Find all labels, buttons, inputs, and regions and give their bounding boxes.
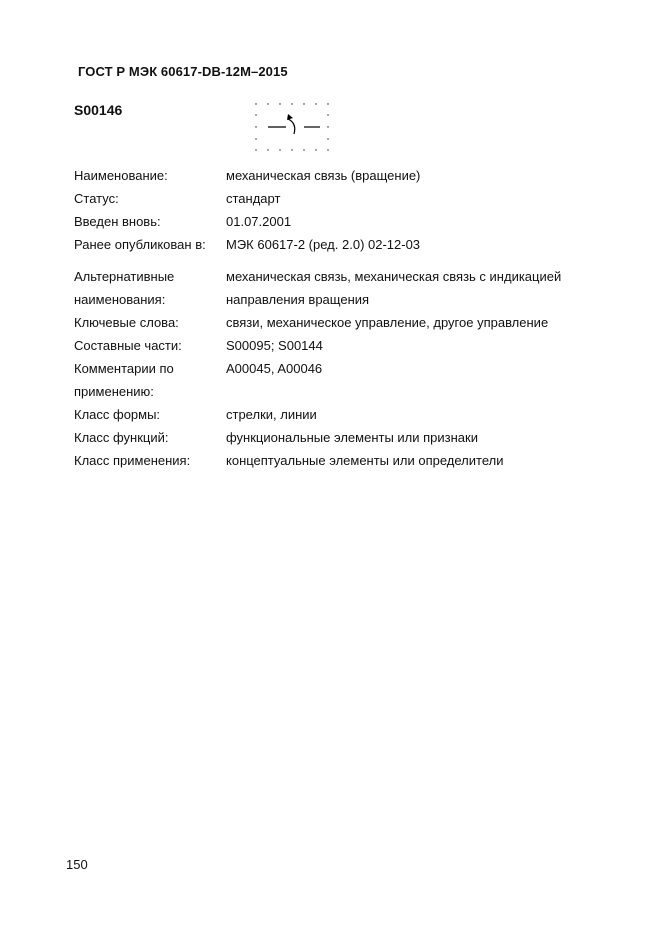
attribute-value: механическая связь, механическая связь с индикацией — [226, 269, 562, 284]
attribute-label: Класс применения: — [74, 453, 191, 468]
attribute-row — [74, 403, 594, 426]
attribute-row — [74, 233, 594, 256]
attribute-label: наименования: — [74, 292, 166, 307]
attribute-row — [74, 334, 594, 357]
attribute-row — [74, 426, 594, 449]
attribute-row — [74, 164, 594, 187]
attribute-value: стрелки, линии — [226, 407, 317, 422]
attribute-value: стандарт — [226, 191, 281, 206]
attribute-value: направления вращения — [226, 292, 370, 307]
attribute-row — [74, 265, 594, 288]
attribute-row — [74, 187, 594, 210]
attribute-label: Альтернативные — [74, 269, 175, 284]
mechanical-link-symbol-icon — [250, 98, 336, 156]
symbol-code: S00146 — [74, 102, 123, 118]
attribute-value: S00095; S00144 — [226, 338, 323, 353]
attribute-label: Статус: — [74, 191, 119, 206]
attribute-label: Ключевые слова: — [74, 315, 179, 330]
attribute-label: Введен вновь: — [74, 214, 161, 229]
attribute-label: применению: — [74, 384, 154, 399]
attribute-label: Ранее опубликован в: — [74, 237, 206, 252]
attribute-value: функциональные элементы или признаки — [226, 430, 478, 445]
attribute-table — [74, 164, 594, 472]
attribute-row — [74, 288, 594, 311]
page-number: 150 — [66, 857, 88, 872]
attribute-row — [74, 210, 594, 233]
attribute-value: механическая связь (вращение) — [226, 168, 421, 183]
attribute-value — [226, 380, 594, 403]
attribute-row — [74, 311, 594, 334]
attribute-value: A00045, A00046 — [226, 361, 323, 376]
attribute-label: Наименование: — [74, 168, 168, 183]
attribute-row — [74, 449, 594, 472]
attribute-label: Комментарии по — [74, 361, 174, 376]
attribute-row — [74, 357, 594, 380]
attribute-label: Класс формы: — [74, 407, 161, 422]
attribute-label: Составные части: — [74, 338, 182, 353]
attribute-value: 01.07.2001 — [226, 214, 292, 229]
attribute-value: связи, механическое управление, другое управление — [226, 315, 549, 330]
document-header: ГОСТ Р МЭК 60617-DB-12M–2015 — [78, 64, 288, 79]
attribute-value: МЭК 60617-2 (ред. 2.0) 02-12-03 — [226, 237, 421, 252]
attribute-row — [74, 380, 594, 403]
attribute-value: концептуальные элементы или определители — [226, 453, 504, 468]
attribute-label: Класс функций: — [74, 430, 169, 445]
